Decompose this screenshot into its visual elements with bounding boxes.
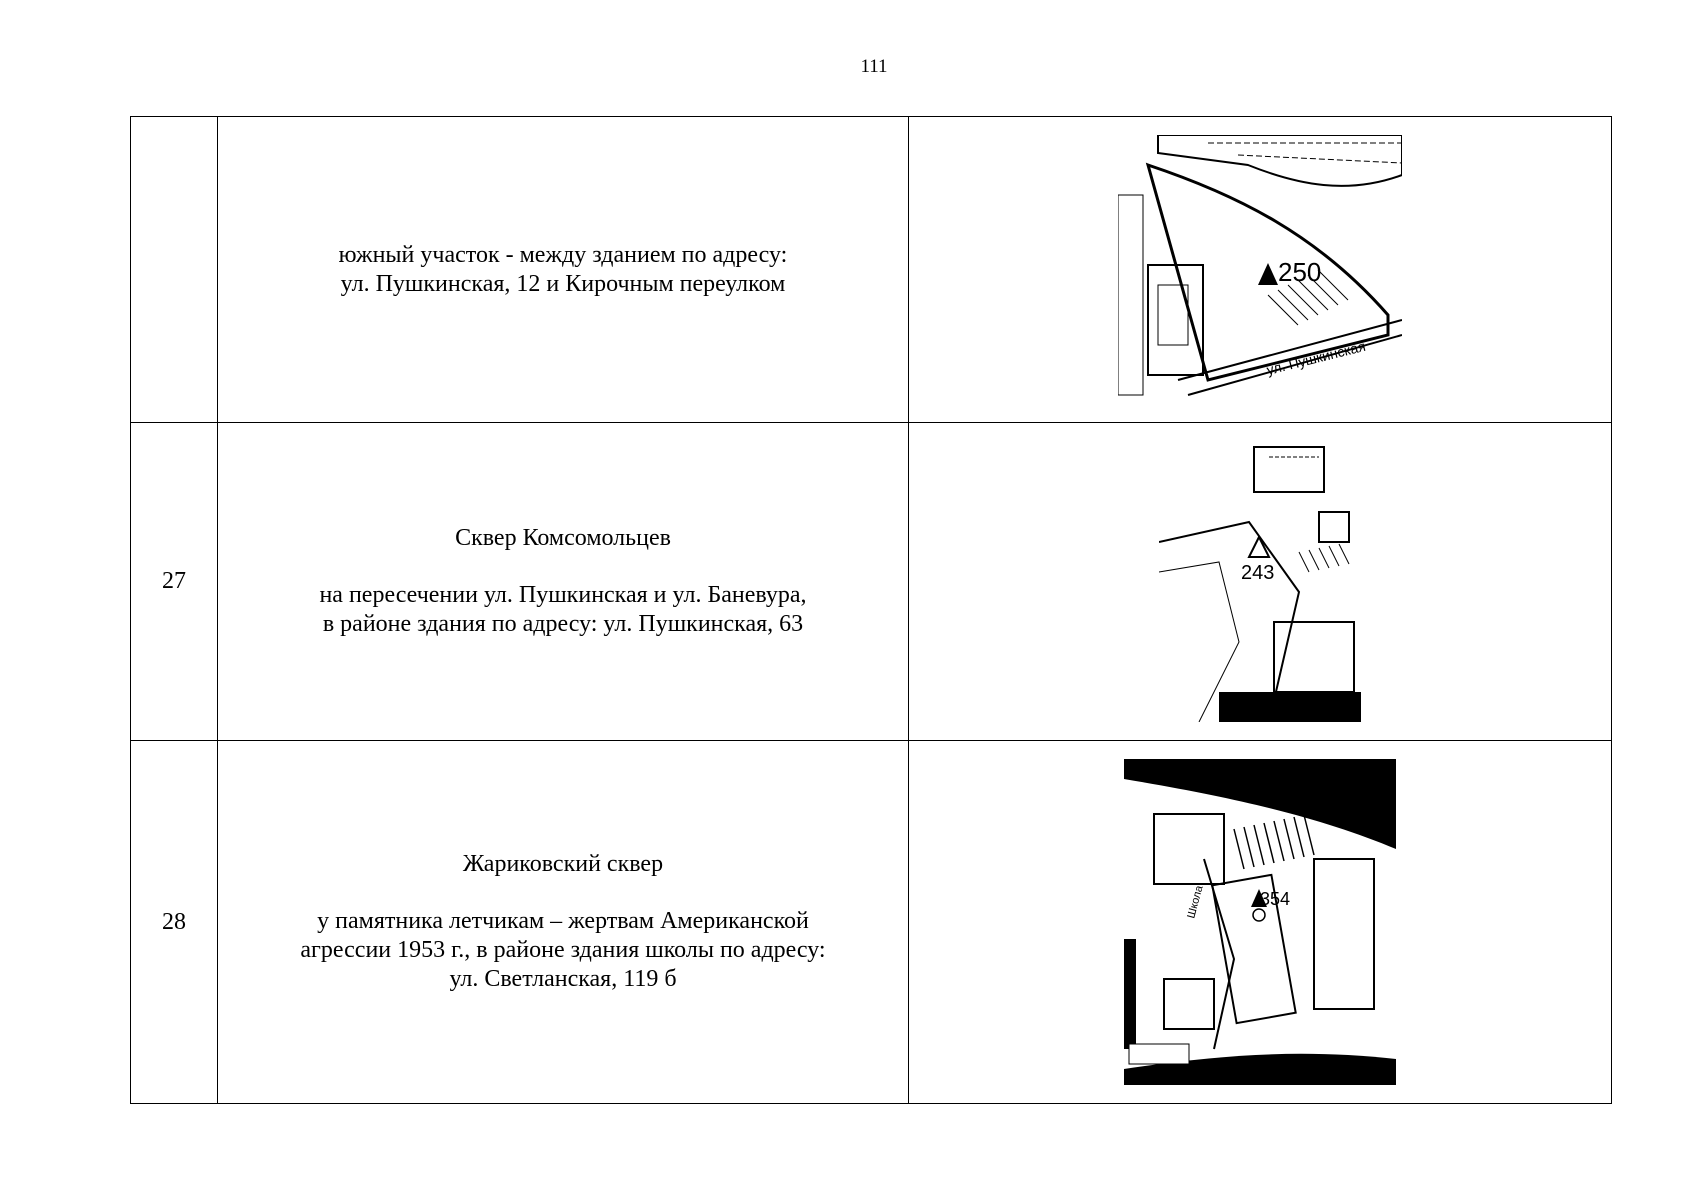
- park-name: Жариковский сквер: [462, 851, 664, 877]
- map-cell: [909, 423, 1612, 741]
- address-line: ул. Пушкинская, 12 и Кирочным переулком: [340, 270, 786, 297]
- row-number: [131, 117, 218, 423]
- row-description: [218, 117, 909, 423]
- map-marker-label: 354: [1260, 889, 1291, 909]
- address-line: у памятника летчикам – жертвам Американской: [317, 908, 809, 934]
- address-line: южный участок - между зданием по адресу:: [338, 241, 788, 268]
- map-marker-label: 243: [1241, 561, 1275, 584]
- address-line: агрессии 1953 г., в районе здания школы по адресу:: [300, 937, 826, 963]
- table-row: [131, 741, 1612, 1104]
- table-row: [131, 423, 1612, 741]
- map-fragment-250: [1118, 135, 1402, 405]
- street-label: ул. Пушкинская: [1264, 337, 1368, 378]
- row-description: [218, 423, 909, 741]
- map-fragment-354: [1124, 759, 1396, 1085]
- address-line: на пересечении ул. Пушкинская и ул. Баневура,: [319, 582, 807, 608]
- map-cell: [909, 117, 1612, 423]
- row-description: [218, 741, 909, 1104]
- parks-table: [130, 116, 1612, 1104]
- marker-triangle-icon: [1258, 263, 1278, 285]
- map-fragment-243: [1159, 442, 1361, 722]
- map-marker-label: 250: [1278, 256, 1322, 287]
- map-cell: [909, 741, 1612, 1104]
- park-name: Сквер Комсомольцев: [455, 525, 671, 551]
- table-row: [131, 117, 1612, 423]
- address-line: в районе здания по адресу: ул. Пушкинская, 63: [322, 611, 804, 637]
- page-number: 111: [860, 56, 888, 77]
- row-number: 27: [131, 423, 218, 741]
- row-number: 28: [131, 741, 218, 1104]
- school-label: Школа: [1185, 884, 1206, 920]
- address-line: ул. Светланская, 119 б: [449, 966, 677, 992]
